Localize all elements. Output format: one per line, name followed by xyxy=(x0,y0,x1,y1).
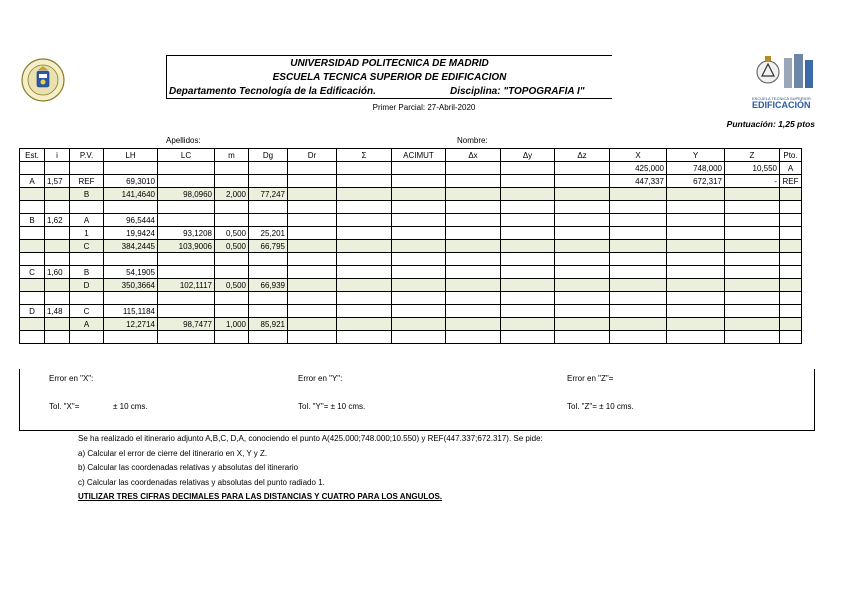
table-cell xyxy=(667,227,725,240)
table-cell xyxy=(215,305,249,318)
table-cell xyxy=(501,279,555,292)
table-cell xyxy=(501,162,555,175)
table-cell: 98,7477 xyxy=(158,318,215,331)
table-cell xyxy=(725,227,780,240)
table-cell xyxy=(20,331,45,344)
column-header: LH xyxy=(104,149,158,162)
table-cell xyxy=(610,188,667,201)
table-cell xyxy=(555,214,610,227)
table-cell xyxy=(104,253,158,266)
table-cell xyxy=(158,331,215,344)
error-z-label: Error en "Z"= xyxy=(567,374,614,383)
table-cell xyxy=(780,318,802,331)
instruction-a: a) Calcular el error de cierre del itinerario en X, Y y Z. xyxy=(78,448,268,458)
table-cell xyxy=(667,266,725,279)
table-row xyxy=(20,227,802,240)
table-cell xyxy=(667,305,725,318)
table-cell xyxy=(667,279,725,292)
table-cell xyxy=(337,227,392,240)
table-cell xyxy=(610,214,667,227)
table-cell xyxy=(392,214,446,227)
column-header: LC xyxy=(158,149,215,162)
instruction-b: b) Calcular las coordenadas relativas y absolutas del itinerario xyxy=(78,463,299,472)
column-header: Dg xyxy=(249,149,288,162)
table-cell: 1,62 xyxy=(45,214,70,227)
table-cell: 103,9006 xyxy=(158,240,215,253)
table-cell xyxy=(780,279,802,292)
table-cell xyxy=(337,214,392,227)
table-cell xyxy=(725,253,780,266)
table-header xyxy=(20,149,802,162)
table-cell xyxy=(337,266,392,279)
table-cell xyxy=(780,188,802,201)
table-cell xyxy=(501,292,555,305)
table-cell xyxy=(501,240,555,253)
table-cell xyxy=(501,266,555,279)
table-cell xyxy=(446,227,501,240)
score-label: Puntuación: 1,25 ptos xyxy=(726,119,815,129)
table-cell: 1,48 xyxy=(45,305,70,318)
table-cell xyxy=(20,240,45,253)
table-cell: 748,000 xyxy=(667,162,725,175)
table-cell xyxy=(215,175,249,188)
table-cell xyxy=(780,292,802,305)
table-cell xyxy=(158,162,215,175)
table-cell xyxy=(501,201,555,214)
discipline-title: Disciplina: "TOPOGRAFIA I" xyxy=(450,86,585,97)
table-cell: C xyxy=(70,240,104,253)
table-cell: A xyxy=(780,162,802,175)
logo-text-edificacion: EDIFICACIÓN xyxy=(752,100,811,110)
instructions xyxy=(78,432,543,505)
table-cell xyxy=(158,201,215,214)
table-cell xyxy=(158,214,215,227)
table-cell xyxy=(610,279,667,292)
table-cell xyxy=(555,201,610,214)
table-cell xyxy=(392,162,446,175)
table-cell xyxy=(70,292,104,305)
column-header: Dr xyxy=(288,149,337,162)
edificacion-emblem-icon xyxy=(752,54,816,92)
table-cell xyxy=(555,292,610,305)
table-cell xyxy=(158,253,215,266)
table-cell xyxy=(392,305,446,318)
table-cell xyxy=(215,331,249,344)
table-cell xyxy=(104,201,158,214)
table-cell xyxy=(610,318,667,331)
table-cell: 350,3664 xyxy=(104,279,158,292)
table-cell xyxy=(446,175,501,188)
table-cell xyxy=(501,175,555,188)
table-cell xyxy=(555,279,610,292)
table-cell: 66,939 xyxy=(249,279,288,292)
table-cell xyxy=(215,162,249,175)
table-cell xyxy=(45,331,70,344)
table-row xyxy=(20,331,802,344)
table-cell xyxy=(667,240,725,253)
table-row xyxy=(20,214,802,227)
table-cell xyxy=(446,201,501,214)
table-cell xyxy=(20,292,45,305)
table-cell xyxy=(288,162,337,175)
table-cell xyxy=(249,253,288,266)
table-cell xyxy=(446,162,501,175)
table-cell xyxy=(667,253,725,266)
table-cell: 1,57 xyxy=(45,175,70,188)
tolerance-y: Tol. "Y"= ± 10 cms. xyxy=(298,402,366,411)
table-cell xyxy=(337,162,392,175)
table-cell: 25,201 xyxy=(249,227,288,240)
table-cell xyxy=(20,253,45,266)
table-cell xyxy=(249,214,288,227)
table-cell xyxy=(610,331,667,344)
table-cell xyxy=(45,279,70,292)
table-cell xyxy=(501,214,555,227)
tolerance-x-label: Tol. "X"= xyxy=(49,402,80,411)
table-cell xyxy=(70,253,104,266)
nombre-label: Nombre: xyxy=(457,136,488,145)
table-cell xyxy=(337,279,392,292)
table-cell xyxy=(725,305,780,318)
column-header: Pto. xyxy=(780,149,802,162)
table-cell xyxy=(45,188,70,201)
table-cell xyxy=(288,188,337,201)
table-cell xyxy=(446,331,501,344)
table-row xyxy=(20,279,802,292)
table-cell xyxy=(288,318,337,331)
table-cell xyxy=(288,266,337,279)
table-cell xyxy=(392,292,446,305)
table-cell xyxy=(446,188,501,201)
table-cell xyxy=(337,240,392,253)
edificacion-logo xyxy=(752,54,816,110)
table-cell: D xyxy=(70,279,104,292)
table-cell xyxy=(725,292,780,305)
table-cell xyxy=(215,266,249,279)
table-cell xyxy=(610,266,667,279)
table-cell: 96,5444 xyxy=(104,214,158,227)
table-cell xyxy=(610,305,667,318)
table-cell xyxy=(780,240,802,253)
table-cell xyxy=(249,305,288,318)
table-cell xyxy=(288,214,337,227)
table-cell xyxy=(780,227,802,240)
table-cell xyxy=(667,318,725,331)
table-cell xyxy=(555,227,610,240)
column-header: i xyxy=(45,149,70,162)
table-cell xyxy=(780,253,802,266)
table-cell: 66,795 xyxy=(249,240,288,253)
table-cell xyxy=(392,318,446,331)
tolerance-x-value: ± 10 cms. xyxy=(113,402,148,411)
table-cell xyxy=(725,188,780,201)
table-cell xyxy=(288,175,337,188)
table-cell xyxy=(45,318,70,331)
table-cell: 0,500 xyxy=(215,240,249,253)
table-cell: 0,500 xyxy=(215,227,249,240)
table-cell xyxy=(288,292,337,305)
column-header: Z xyxy=(725,149,780,162)
table-cell xyxy=(288,240,337,253)
instruction-intro: Se ha realizado el itinerario adjunto A,B,C, D,A, conociendo el punto A(425.000;748.000;10.550) y REF(447.337;672.317). Se pide: xyxy=(78,434,543,443)
table-cell xyxy=(555,318,610,331)
table-cell xyxy=(104,292,158,305)
table-cell: 77,247 xyxy=(249,188,288,201)
table-cell xyxy=(20,188,45,201)
table-cell xyxy=(392,188,446,201)
table-cell xyxy=(20,201,45,214)
table-cell xyxy=(392,266,446,279)
table-cell xyxy=(20,162,45,175)
table-cell xyxy=(288,305,337,318)
table-cell: 85,921 xyxy=(249,318,288,331)
table-cell xyxy=(555,188,610,201)
table-cell: B xyxy=(70,188,104,201)
column-header: Δx xyxy=(446,149,501,162)
table-cell xyxy=(725,279,780,292)
table-cell: - xyxy=(725,175,780,188)
table-cell xyxy=(104,331,158,344)
table-cell xyxy=(337,175,392,188)
table-cell xyxy=(45,227,70,240)
title-box xyxy=(166,55,612,99)
table-cell: A xyxy=(20,175,45,188)
table-cell xyxy=(555,266,610,279)
column-header: Δz xyxy=(555,149,610,162)
table-cell xyxy=(446,318,501,331)
table-cell xyxy=(667,292,725,305)
table-cell xyxy=(337,201,392,214)
table-cell: 384,2445 xyxy=(104,240,158,253)
column-header: P.V. xyxy=(70,149,104,162)
table-cell xyxy=(446,266,501,279)
department-title: Departamento Tecnología de la Edificación. xyxy=(169,86,376,97)
table-cell: 447,337 xyxy=(610,175,667,188)
table-cell xyxy=(45,240,70,253)
table-cell xyxy=(780,331,802,344)
table-cell xyxy=(725,331,780,344)
table-cell: 93,1208 xyxy=(158,227,215,240)
table-cell xyxy=(555,305,610,318)
table-cell xyxy=(215,292,249,305)
table-cell: 672,317 xyxy=(667,175,725,188)
table-cell xyxy=(45,162,70,175)
table-cell xyxy=(104,162,158,175)
table-cell xyxy=(158,305,215,318)
school-title: ESCUELA TECNICA SUPERIOR DE EDIFICACION xyxy=(272,72,507,83)
column-header: m xyxy=(215,149,249,162)
table-cell: 102,1117 xyxy=(158,279,215,292)
table-cell xyxy=(288,227,337,240)
table-cell xyxy=(249,162,288,175)
table-cell: 98,0960 xyxy=(158,188,215,201)
table-cell xyxy=(446,292,501,305)
table-cell xyxy=(501,318,555,331)
table-row xyxy=(20,266,802,279)
table-cell xyxy=(158,266,215,279)
table-cell xyxy=(555,331,610,344)
table-cell xyxy=(392,240,446,253)
table-cell: 0,500 xyxy=(215,279,249,292)
table-cell xyxy=(249,266,288,279)
table-row xyxy=(20,175,802,188)
table-cell: B xyxy=(20,214,45,227)
table-cell xyxy=(215,201,249,214)
table-cell: 1,60 xyxy=(45,266,70,279)
table-cell: REF xyxy=(70,175,104,188)
table-cell xyxy=(446,305,501,318)
table-cell xyxy=(288,253,337,266)
table-cell: 115,1184 xyxy=(104,305,158,318)
table-cell xyxy=(667,188,725,201)
table-cell xyxy=(337,318,392,331)
table-row xyxy=(20,318,802,331)
table-cell xyxy=(780,266,802,279)
table-cell xyxy=(392,175,446,188)
table-cell: REF xyxy=(780,175,802,188)
table-cell xyxy=(780,305,802,318)
table-cell xyxy=(555,175,610,188)
table-cell xyxy=(555,240,610,253)
table-cell xyxy=(725,318,780,331)
table-cell xyxy=(215,214,249,227)
exam-date: Primer Parcial: 27-Abril-2020 xyxy=(372,103,476,112)
table-cell xyxy=(249,175,288,188)
table-cell: C xyxy=(20,266,45,279)
table-cell: C xyxy=(70,305,104,318)
apellidos-label: Apellidos: xyxy=(166,136,201,145)
column-header: ACIMUT xyxy=(392,149,446,162)
table-cell xyxy=(337,292,392,305)
table-cell xyxy=(780,201,802,214)
table-cell xyxy=(667,331,725,344)
logo-text-school: ESCUELA TECNICA SUPERIOR xyxy=(752,96,811,101)
table-cell: 12,2714 xyxy=(104,318,158,331)
table-cell xyxy=(70,201,104,214)
table-cell xyxy=(725,201,780,214)
table-cell xyxy=(158,292,215,305)
table-cell xyxy=(249,331,288,344)
error-x-label: Error en "X": xyxy=(49,374,94,383)
university-title: UNIVERSIDAD POLITECNICA DE MADRID xyxy=(290,58,489,69)
table-cell xyxy=(45,292,70,305)
table-cell: 425,000 xyxy=(610,162,667,175)
column-header: Δy xyxy=(501,149,555,162)
table-cell: A xyxy=(70,318,104,331)
table-cell xyxy=(70,331,104,344)
table-cell xyxy=(392,253,446,266)
table-row xyxy=(20,188,802,201)
column-header: Y xyxy=(667,149,725,162)
table-cell xyxy=(501,227,555,240)
table-cell: 54,1905 xyxy=(104,266,158,279)
table-cell xyxy=(501,305,555,318)
table-cell xyxy=(70,162,104,175)
table-cell xyxy=(667,201,725,214)
table-cell xyxy=(446,253,501,266)
table-row xyxy=(20,253,802,266)
table-cell xyxy=(667,214,725,227)
table-cell xyxy=(501,331,555,344)
survey-table xyxy=(19,148,802,344)
table-cell xyxy=(337,331,392,344)
table-cell xyxy=(249,292,288,305)
table-row xyxy=(20,201,802,214)
table-cell xyxy=(392,279,446,292)
table-cell: D xyxy=(20,305,45,318)
table-cell xyxy=(20,318,45,331)
table-cell: B xyxy=(70,266,104,279)
table-cell xyxy=(392,331,446,344)
table-cell xyxy=(446,279,501,292)
table-cell xyxy=(725,214,780,227)
table-cell xyxy=(610,240,667,253)
table-cell: 1 xyxy=(70,227,104,240)
table-cell xyxy=(215,253,249,266)
table-cell: 2,000 xyxy=(215,188,249,201)
table-cell xyxy=(610,227,667,240)
table-cell xyxy=(288,331,337,344)
column-header: Est. xyxy=(20,149,45,162)
instruction-precision: UTILIZAR TRES CIFRAS DECIMALES PARA LAS DISTANCIAS Y CUATRO PARA LOS ANGULOS. xyxy=(78,492,443,501)
table-cell xyxy=(725,240,780,253)
table-cell xyxy=(725,266,780,279)
table-row xyxy=(20,305,802,318)
table-row xyxy=(20,240,802,253)
table-cell: 19,9424 xyxy=(104,227,158,240)
table-cell xyxy=(20,227,45,240)
table-cell xyxy=(610,292,667,305)
table-cell xyxy=(501,188,555,201)
table-cell: 1,000 xyxy=(215,318,249,331)
table-cell xyxy=(446,240,501,253)
upm-seal-logo xyxy=(21,58,65,102)
tolerance-z: Tol. "Z"= ± 10 cms. xyxy=(567,402,634,411)
column-header: X xyxy=(610,149,667,162)
table-cell xyxy=(45,253,70,266)
table-cell xyxy=(337,253,392,266)
table-row xyxy=(20,162,802,175)
table-cell xyxy=(337,305,392,318)
table-cell xyxy=(446,214,501,227)
error-y-label: Error en "Y": xyxy=(298,374,343,383)
table-cell xyxy=(20,279,45,292)
table-cell xyxy=(158,175,215,188)
table-cell xyxy=(392,227,446,240)
table-cell xyxy=(288,279,337,292)
table-cell xyxy=(780,214,802,227)
table-cell: 141,4640 xyxy=(104,188,158,201)
table-row xyxy=(20,292,802,305)
table-cell: 10,550 xyxy=(725,162,780,175)
column-header: Σ xyxy=(337,149,392,162)
table-cell xyxy=(555,253,610,266)
instruction-c: c) Calcular las coordenadas relativas y absolutas del punto radiado 1. xyxy=(78,477,325,487)
table-cell xyxy=(501,253,555,266)
table-cell xyxy=(288,201,337,214)
table-cell xyxy=(610,201,667,214)
error-box xyxy=(19,369,815,431)
table-cell xyxy=(249,201,288,214)
table-cell xyxy=(610,253,667,266)
table-cell xyxy=(45,201,70,214)
table-cell xyxy=(337,188,392,201)
table-cell: 69,3010 xyxy=(104,175,158,188)
table-cell: A xyxy=(70,214,104,227)
table-cell xyxy=(392,201,446,214)
table-cell xyxy=(555,162,610,175)
